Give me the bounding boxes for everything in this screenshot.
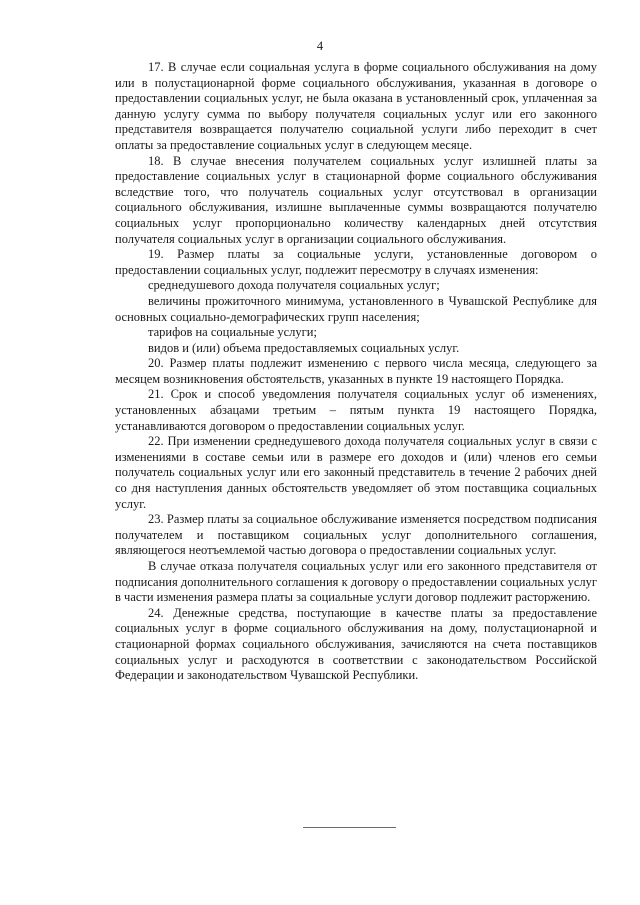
page-number: 4 xyxy=(316,39,324,53)
paragraph-19-item-income: среднедушевого дохода получателя социальных услуг; xyxy=(148,278,440,293)
paragraph-19-item-subsistence-minimum: величины прожиточного минимума, установленного в Чувашской Республике для основных социально-демографических групп населения; xyxy=(115,293,597,324)
paragraph-17: 17. В случае если социальная услуга в форме социального обслуживания на дому или в полустационарной форме социального обслуживания, указанная в договоре о предоставлении социальных услуг, не была оказана в установленный срок, уплаченная за данную услугу сумма по выбору получателя социальных услуг или его законного представителя возвращается получателю социальной услуги либо переходит в счет оплаты за предоставление социальных услуг в следующем месяце. xyxy=(115,60,597,152)
paragraph-19: 19. Размер платы за социальные услуги, установленные договором о предоставлении социальных услуг, подлежит пересмотру в случаях изменения: xyxy=(115,247,597,277)
paragraph-21: 21. Срок и способ уведомления получателя социальных услуг об изменениях, установленных абзацами третьим – пятым пункта 19 настоящего Порядка, устанавливаются договором о предоставлении социальных услуг. xyxy=(115,387,597,433)
paragraph-23: 23. Размер платы за социальное обслуживание изменяется посредством подписания получателем и поставщиком социальных услуг дополнительного соглашения, являющегося неотъемлемой частью договора о предоставлении социальных услуг. xyxy=(115,512,597,558)
paragraph-23-refusal: В случае отказа получателя социальных услуг или его законного представителя от подписания дополнительного соглашения к договору о предоставлении социальных услуг в части изменения размера платы за социальные услуги договор подлежит расторжению. xyxy=(115,559,597,605)
document-body xyxy=(115,60,597,684)
paragraph-24: 24. Денежные средства, поступающие в качестве платы за предоставление социальных услуг в форме социального обслуживания на дому, полустационарной и стационарной формах социального обслуживания, зачисляются на счета поставщиков социальных услуг и расходуются в соответствии с законодательством Российской Федерации и законодательством Чувашской Республики. xyxy=(115,605,597,683)
footer-divider xyxy=(303,827,396,828)
paragraph-19-item-tariffs: тарифов на социальные услуги; xyxy=(148,325,317,340)
paragraph-22: 22. При изменении среднедушевого дохода получателя социальных услуг в связи с изменениями в составе семьи или в размере его доходов и (или) членов его семьи получатель социальных услуг или его законный представитель в течение 2 рабочих дней со дня наступления данных обстоятельств уведомляет об этом поставщика социальных услуг. xyxy=(115,434,597,511)
paragraph-19-item-service-types: видов и (или) объема предоставляемых социальных услуг. xyxy=(148,340,460,355)
paragraph-18: 18. В случае внесения получателем социальных услуг излишней платы за предоставление социальных услуг в стационарной форме социального обслуживания вследствие того, что получатель социальных услуг отсутствовал в организации социального обслуживания, излишне выплаченные суммы возвращаются получателю социальных услуг пропорционально количеству календарных дней отсутствия получателя социальных услуг в организации социального обслуживания. xyxy=(115,153,597,246)
paragraph-20: 20. Размер платы подлежит изменению с первого числа месяца, следующего за месяцем возникновения обстоятельств, указанных в пункте 19 настоящего Порядка. xyxy=(115,356,597,386)
